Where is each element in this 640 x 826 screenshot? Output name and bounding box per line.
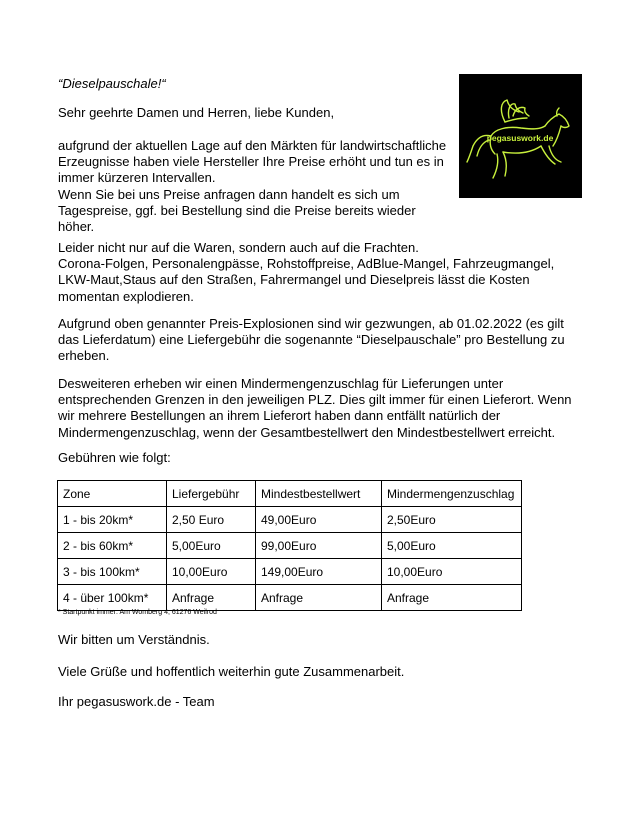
paragraph-line: Erzeugnisse haben viele Hersteller Ihre Preise erhöht und tun es in (58, 154, 444, 170)
signature: Ihr pegasuswork.de - Team (58, 694, 215, 709)
table-cell: 10,00Euro (382, 559, 522, 585)
paragraph-line: momentan explodieren. (58, 288, 194, 304)
table-cell: 5,00Euro (167, 533, 256, 559)
closing-line-1: Wir bitten um Verständnis. (58, 632, 210, 647)
paragraph-line: das Lieferdatum) eine Liefergebühr die sogenannte “Dieselpauschale” pro Bestellung zu (58, 332, 565, 348)
paragraph-line: Corona-Folgen, Personalengpässe, Rohstoffpreise, AdBlue-Mangel, Fahrzeugmangel, (58, 256, 555, 272)
paragraph-line: Leider nicht nur auf die Waren, sondern auch auf die Frachten. (58, 240, 419, 255)
table-cell: Anfrage (382, 585, 522, 611)
table-header-cell: Zone (58, 481, 167, 507)
paragraph-line: wir mehrere Bestellungen an ihrem Lieferort haben dann entfällt natürlich der (58, 408, 501, 424)
table-row (58, 533, 522, 559)
paragraph-line: aufgrund der aktuellen Lage auf den Märkten für landwirtschaftliche (58, 138, 447, 153)
paragraph-line: entsprechenden Grenzen in den jeweiligen PLZ. Dies gilt immer für einen Lieferort. Wenn (58, 392, 572, 408)
table-cell: 10,00Euro (167, 559, 256, 585)
table-cell: 2 - bis 60km* (58, 533, 167, 559)
table-cell: Anfrage (256, 585, 382, 611)
paragraph-1 (58, 138, 446, 235)
logo-text: pegasuswork.de (486, 133, 554, 143)
paragraph-line: Desweiteren erheben wir einen Mindermengenzuschlag für Lieferungen unter (58, 376, 504, 391)
table-footnote: * Startpunkt immer: Am Womberg 4, 61276 Weilrod (58, 609, 217, 616)
paragraph-line: Tagespreise, ggf. bei Bestellung sind die Preise bereits wieder (58, 202, 416, 218)
table-cell: 49,00Euro (256, 507, 382, 533)
document-title: “Dieselpauschale!“ (58, 76, 166, 91)
table-cell: 99,00Euro (256, 533, 382, 559)
paragraph-line: erheben. (58, 348, 110, 364)
table-cell: 3 - bis 100km* (58, 559, 167, 585)
table-header-cell: Mindermengenzuschlag (382, 481, 522, 507)
paragraph-line: Aufgrund oben genannter Preis-Explosionen sind wir gezwungen, ab 01.02.2022 (es gilt (58, 316, 564, 331)
table-header-cell: Mindestbestellwert (256, 481, 382, 507)
paragraph-4 (58, 376, 572, 441)
table-row (58, 559, 522, 585)
paragraph-line: Wenn Sie bei uns Preise anfragen dann handelt es sich um (58, 186, 400, 202)
table-cell: 4 - über 100km* (58, 585, 167, 611)
table-row (58, 585, 522, 611)
paragraph-line: Mindermengenzuschlag, wenn der Gesamtbestellwert den Mindestbestellwert erreicht. (58, 424, 556, 440)
paragraph-2 (58, 240, 554, 305)
winged-horse-icon (459, 74, 582, 198)
table-cell: 2,50Euro (382, 507, 522, 533)
table-header-row (58, 481, 522, 507)
salutation: Sehr geehrte Damen und Herren, liebe Kunden, (58, 105, 335, 120)
paragraph-line: LKW-Maut,Staus auf den Straßen, Fahrermangel und Dieselpreis lässt die Kosten (58, 272, 530, 288)
paragraph-line: immer kürzeren Intervallen. (58, 170, 216, 186)
paragraph-line: höher. (58, 219, 95, 235)
table-cell: 2,50 Euro (167, 507, 256, 533)
table-cell: 149,00Euro (256, 559, 382, 585)
fees-intro: Gebühren wie folgt: (58, 450, 171, 465)
closing-line-2: Viele Grüße und hoffentlich weiterhin gute Zusammenarbeit. (58, 664, 405, 679)
company-logo (459, 74, 582, 198)
table-header-cell: Liefergebühr (167, 481, 256, 507)
table-cell: 1 - bis 20km* (58, 507, 167, 533)
table-cell: 5,00Euro (382, 533, 522, 559)
fees-table (57, 480, 522, 611)
paragraph-3 (58, 316, 565, 365)
table-row (58, 507, 522, 533)
table-cell: Anfrage (167, 585, 256, 611)
